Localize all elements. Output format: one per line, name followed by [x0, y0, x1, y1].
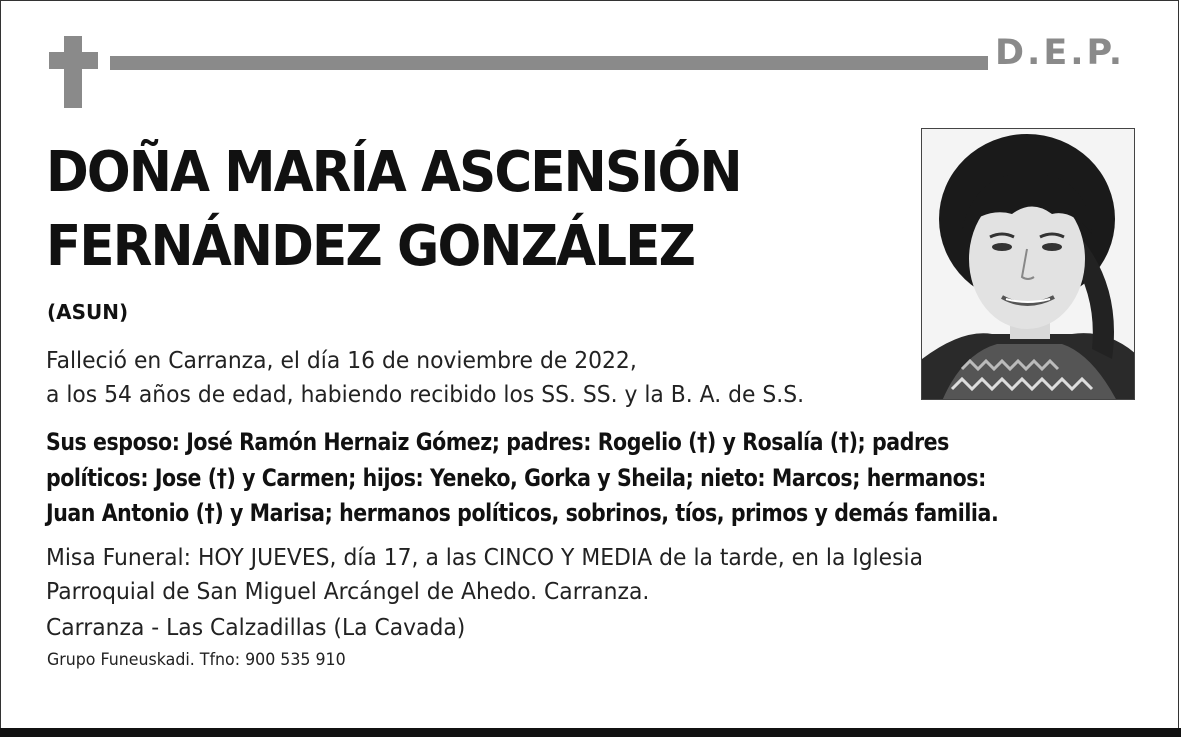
family-line-1: Sus esposo: José Ramón Hernaiz Gómez; padres: Rogelio (†) y Rosalía (†); padres — [46, 428, 949, 456]
nickname: (ASUN) — [47, 300, 129, 324]
bottom-rule — [0, 728, 1181, 737]
funeral-line-1: Misa Funeral: HOY JUEVES, día 17, a las CINCO Y MEDIA de la tarde, en la Iglesia — [46, 543, 923, 571]
location: Carranza - Las Calzadillas (La Cavada) — [46, 613, 466, 641]
death-line-1: Falleció en Carranza, el día 16 de noviembre de 2022, — [46, 346, 637, 374]
family-list — [46, 425, 998, 532]
family-line-2: políticos: Jose (†) y Carmen; hijos: Yeneko, Gorka y Sheila; nieto: Marcos; hermanos: — [46, 463, 986, 492]
family-line-3: Juan Antonio (†) y Marisa; hermanos políticos, sobrinos, tíos, primos y demás familia. — [46, 499, 999, 527]
dep-label: D.E.P. — [995, 33, 1126, 73]
name-line-1: DOÑA MARÍA ASCENSIÓN — [46, 140, 741, 205]
funeral-info — [46, 540, 923, 608]
header-rule — [110, 56, 988, 70]
cross-icon — [64, 36, 82, 108]
cross-icon-bar — [49, 52, 98, 69]
name-line-2: FERNÁNDEZ GONZÁLEZ — [46, 214, 695, 279]
death-line-2: a los 54 años de edad, habiendo recibido los SS. SS. y la B. A. de S.S. — [46, 380, 805, 408]
death-notice — [46, 343, 804, 411]
funeral-agency: Grupo Funeuskadi. Tfno: 900 535 910 — [47, 650, 346, 670]
funeral-line-2: Parroquial de San Miguel Arcángel de Ahedo. Carranza. — [46, 577, 650, 605]
portrait-icon — [922, 129, 1135, 400]
portrait-photo — [921, 128, 1135, 400]
deceased-name — [46, 136, 741, 284]
